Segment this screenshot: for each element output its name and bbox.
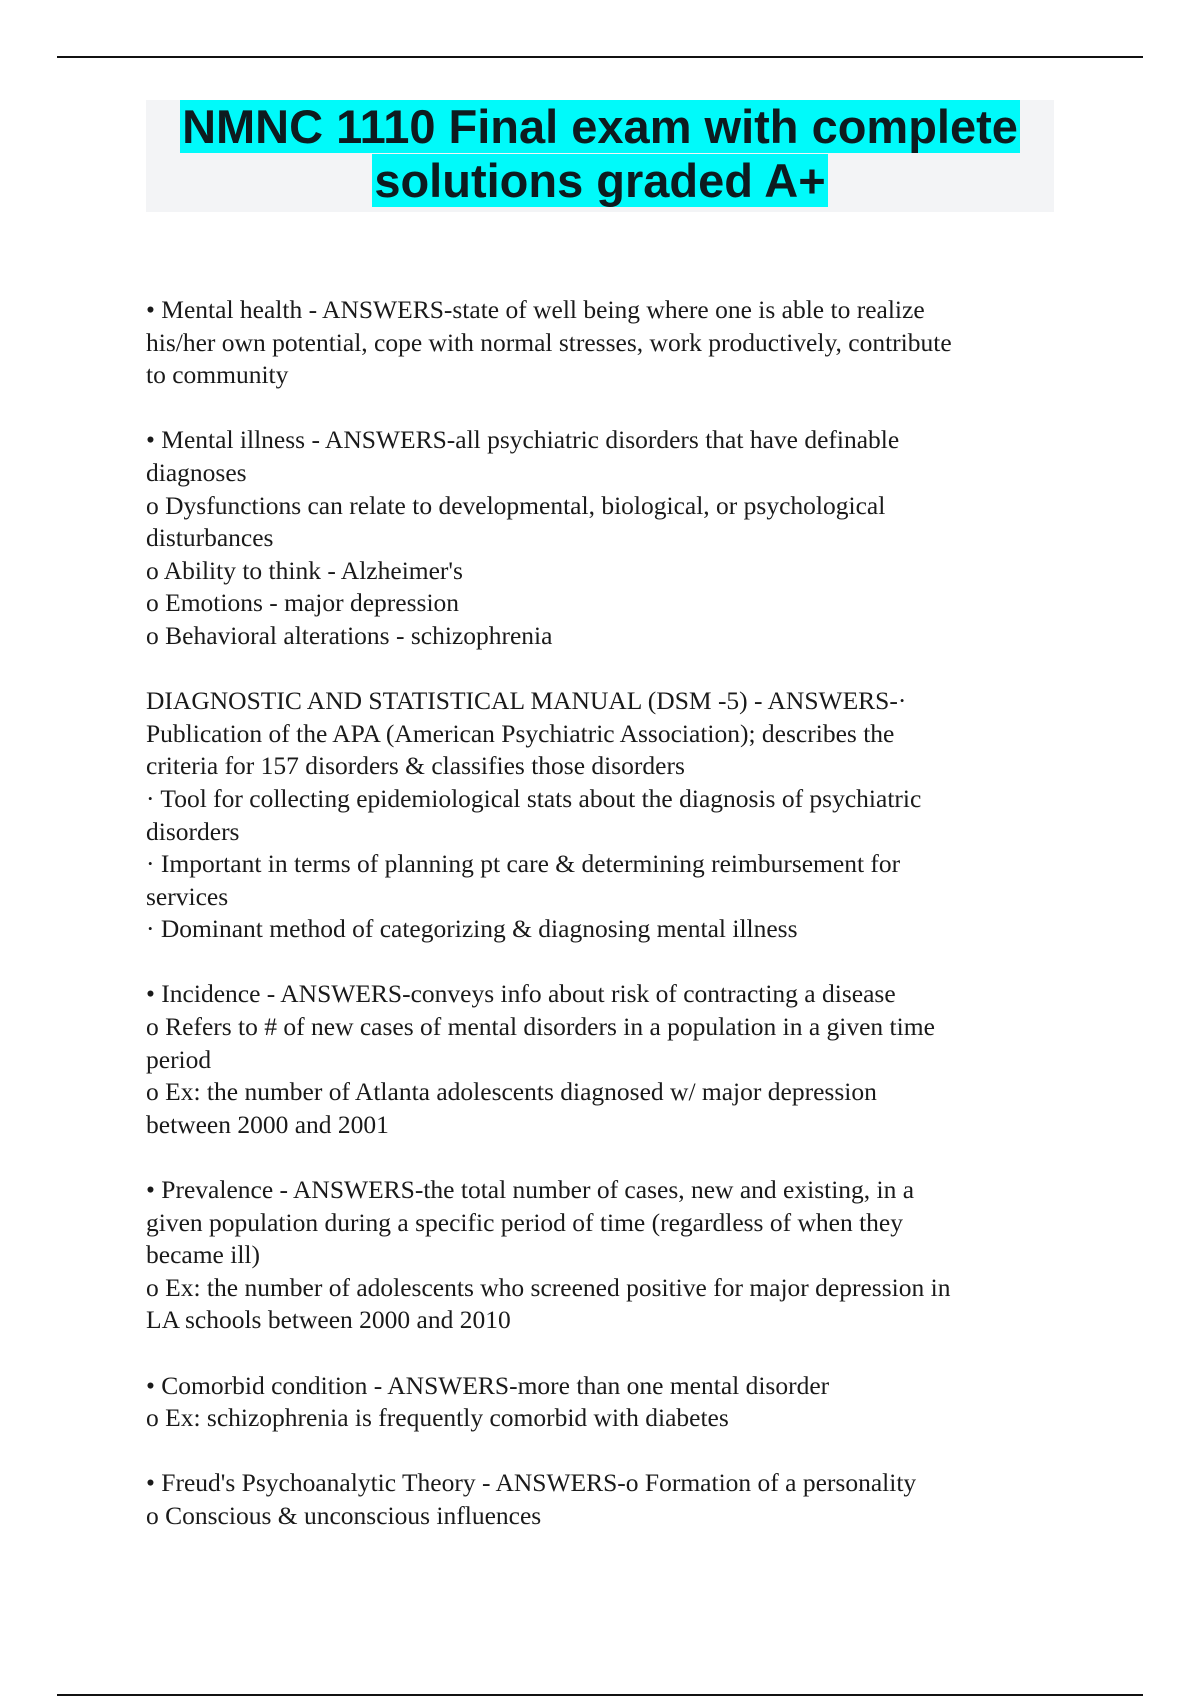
document-body bbox=[146, 294, 1046, 1565]
text-line: o Ex: schizophrenia is frequently comorbid with diabetes bbox=[146, 1403, 729, 1433]
text-line: disorders bbox=[146, 816, 240, 846]
text-line: o Behavioral alterations - schizophrenia bbox=[146, 620, 553, 650]
text-line: diagnoses bbox=[146, 457, 247, 487]
document-title bbox=[146, 100, 1054, 212]
text-line: given population during a specific period of time (regardless of when they bbox=[146, 1207, 903, 1237]
text-line: o Ex: the number of adolescents who screened positive for major depression in bbox=[146, 1272, 951, 1302]
text-line: criteria for 157 disorders & classifies those disorders bbox=[146, 751, 685, 781]
text-line: disturbances bbox=[146, 523, 274, 553]
text-line: · Dominant method of categorizing & diagnosing mental illness bbox=[146, 914, 798, 944]
title-line-1: NMNC 1110 Final exam with complete bbox=[182, 100, 1018, 153]
text-line: o Ex: the number of Atlanta adolescents diagnosed w/ major depression bbox=[146, 1077, 877, 1107]
term-entry bbox=[146, 978, 1046, 1141]
top-divider bbox=[57, 56, 1143, 58]
text-line: • Incidence - ANSWERS-conveys info about risk of contracting a disease bbox=[146, 979, 896, 1009]
text-line: o Emotions - major depression bbox=[146, 588, 460, 618]
term-entry bbox=[146, 685, 1046, 946]
term-entry bbox=[146, 294, 1046, 392]
text-line: Publication of the APA (American Psychiatric Association); describes the bbox=[146, 718, 895, 748]
term-entry bbox=[146, 1174, 1046, 1337]
text-line: his/her own potential, cope with normal stresses, work productively, contribute bbox=[146, 327, 952, 357]
text-line: DIAGNOSTIC AND STATISTICAL MANUAL (DSM -5) - ANSWERS-· bbox=[146, 686, 907, 716]
term-entry bbox=[146, 1370, 1046, 1435]
text-line: • Comorbid condition - ANSWERS-more than one mental disorder bbox=[146, 1370, 830, 1400]
title-line-2: solutions graded A+ bbox=[374, 154, 826, 207]
text-line: · Important in terms of planning pt care & determining reimbursement for bbox=[146, 849, 901, 879]
term-entry bbox=[146, 1467, 1046, 1532]
text-line: o Dysfunctions can relate to developmental, biological, or psychological bbox=[146, 490, 886, 520]
text-line: • Mental illness - ANSWERS-all psychiatric disorders that have definable bbox=[146, 425, 900, 455]
text-line: to community bbox=[146, 360, 289, 390]
text-line: services bbox=[146, 881, 229, 911]
text-line: o Refers to # of new cases of mental disorders in a population in a given time bbox=[146, 1012, 935, 1042]
text-line: • Prevalence - ANSWERS-the total number of cases, new and existing, in a bbox=[146, 1175, 915, 1205]
text-line: became ill) bbox=[146, 1240, 260, 1270]
text-line: LA schools between 2000 and 2010 bbox=[146, 1305, 511, 1335]
text-line: • Mental health - ANSWERS-state of well being where one is able to realize bbox=[146, 295, 925, 324]
text-line: o Ability to think - Alzheimer's bbox=[146, 555, 463, 585]
text-line: o Conscious & unconscious influences bbox=[146, 1500, 542, 1530]
text-line: between 2000 and 2001 bbox=[146, 1109, 389, 1139]
text-line: · Tool for collecting epidemiological stats about the diagnosis of psychiatric bbox=[146, 783, 922, 813]
bottom-divider bbox=[57, 1694, 1143, 1696]
term-entry bbox=[146, 424, 1046, 652]
text-line: period bbox=[146, 1044, 212, 1074]
text-line: • Freud's Psychoanalytic Theory - ANSWERS-o Formation of a personality bbox=[146, 1468, 917, 1498]
